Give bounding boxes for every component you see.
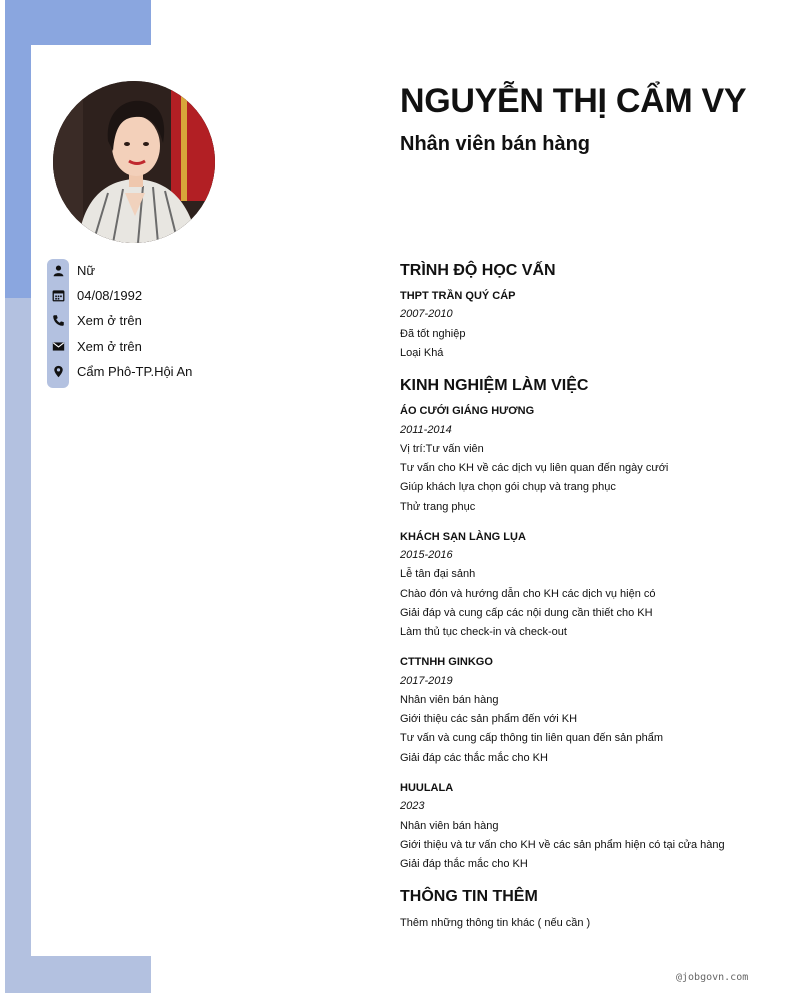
experience-company: HUULALA (400, 782, 454, 794)
experience-line: Nhân viên bán hàng (400, 694, 499, 706)
experience-period: 2017-2019 (400, 675, 453, 687)
candidate-name: NGUYỄN THỊ CẨM VY (400, 82, 747, 120)
experience-line: Lễ tân đại sảnh (400, 568, 476, 580)
avatar-photo (53, 81, 215, 243)
experience-line: Giải đáp thắc mắc cho KH (400, 858, 528, 870)
experience-title: KINH NGHIỆM LÀM VIỆC (400, 377, 589, 394)
experience-period: 2011-2014 (400, 424, 452, 436)
extra-text: Thêm những thông tin khác ( nếu cần ) (400, 917, 591, 929)
experience-line: Chào đón và hướng dẫn cho KH các dịch vụ hiện có (400, 588, 656, 600)
experience-line: Giải đáp các thắc mắc cho KH (400, 752, 548, 764)
candidate-role: Nhân viên bán hàng (400, 133, 591, 155)
education-title: TRÌNH ĐỘ HỌC VẤN (400, 262, 556, 279)
watermark: @jobgovn.com (676, 972, 749, 983)
experience-line: Giới thiệu và tư vấn cho KH về các sản phẩm hiện có tại cửa hàng (400, 839, 725, 851)
mail-icon (47, 335, 69, 357)
experience-line: Thử trang phục (400, 501, 476, 513)
avatar (53, 81, 215, 243)
experience-line: Nhân viên bán hàng (400, 820, 499, 832)
person-icon (47, 259, 69, 281)
education-line: Loại Khá (400, 347, 444, 359)
decor-block-bottom (5, 956, 151, 993)
education-school: THPT TRẦN QUÝ CÁP (400, 290, 516, 302)
experience-company: CTTNHH GINKGO (400, 656, 493, 668)
experience-company: ÁO CƯỚI GIÁNG HƯƠNG (400, 405, 535, 417)
extra-title: THÔNG TIN THÊM (400, 888, 538, 905)
location-pin-icon (47, 360, 69, 382)
experience-period: 2023 (400, 800, 425, 812)
experience-line: Giải đáp và cung cấp các nội dung cần thiết cho KH (400, 607, 653, 619)
experience-line: Giúp khách lựa chọn gói chụp và trang phục (400, 481, 616, 493)
phone-text: Xem ở trên (77, 312, 142, 328)
contact-birthday (47, 284, 142, 306)
decor-strip-side (5, 298, 31, 993)
contact-phone (47, 309, 142, 331)
experience-line: Làm thủ tục check-in và check-out (400, 626, 567, 638)
experience-period: 2015-2016 (400, 549, 453, 561)
calendar-icon (47, 284, 69, 306)
contact-gender (47, 259, 95, 281)
experience-line: Tư vấn và cung cấp thông tin liên quan đến sản phẩm (400, 732, 663, 744)
education-line: Đã tốt nghiệp (400, 328, 466, 340)
birthday-text: 04/08/1992 (77, 287, 143, 303)
education-period: 2007-2010 (400, 308, 453, 320)
address-text: Cẩm Phô-TP.Hội An (77, 363, 193, 379)
experience-line: Giới thiệu các sản phẩm đến với KH (400, 713, 578, 725)
email-text: Xem ở trên (77, 338, 142, 354)
experience-company: KHÁCH SẠN LÀNG LỤA (400, 531, 526, 543)
gender-text: Nữ (77, 262, 96, 278)
contact-email (47, 335, 142, 357)
contact-address (47, 360, 192, 382)
experience-line: Vị trí:Tư vấn viên (400, 443, 484, 455)
experience-line: Tư vấn cho KH về các dịch vụ liên quan đến ngày cưới (400, 462, 669, 474)
phone-icon (47, 309, 69, 331)
